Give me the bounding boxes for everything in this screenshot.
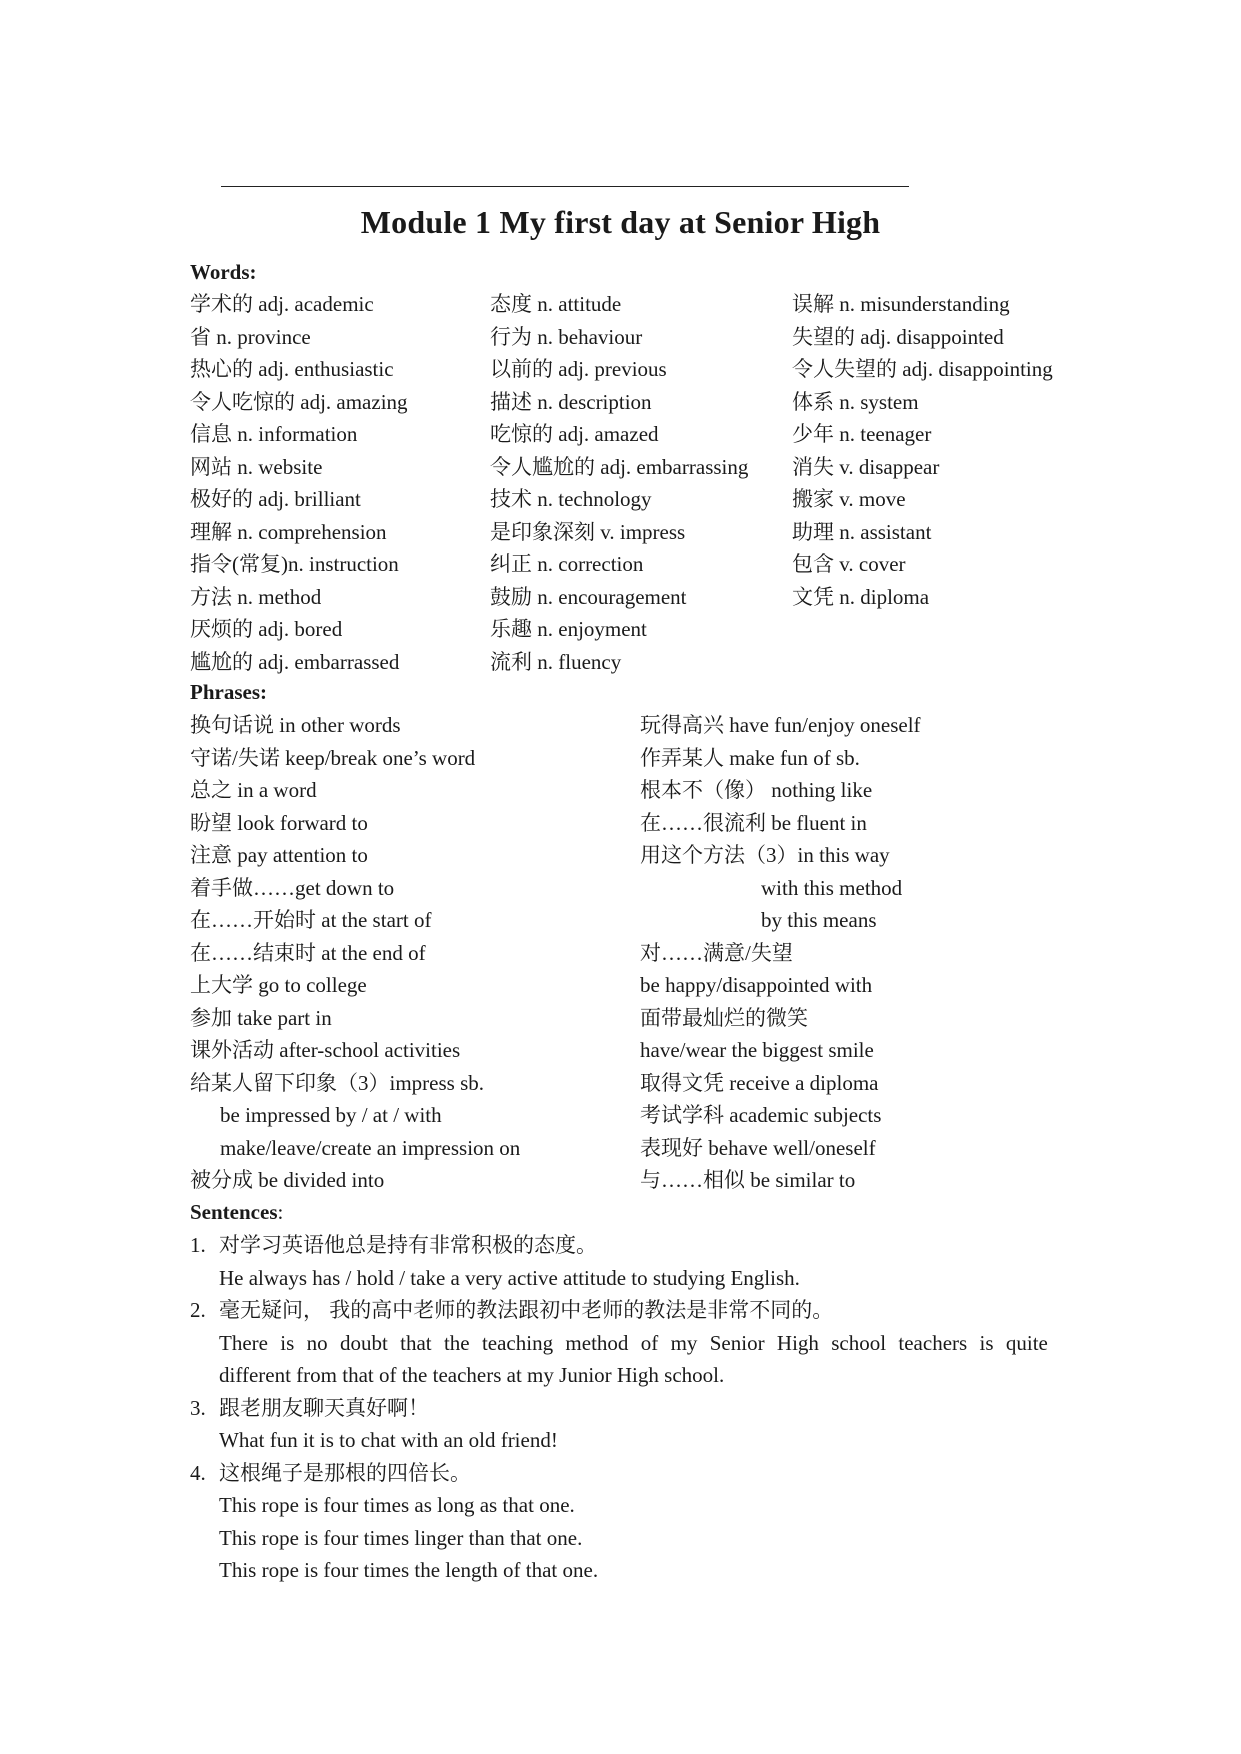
phrase-item: 玩得高兴 have fun/enjoy oneself <box>640 713 921 737</box>
word-item: 令人失望的 adj. disappointing <box>792 357 1053 381</box>
word: quite <box>1005 1330 1048 1355</box>
phrase-item: 取得文凭 receive a diploma <box>640 1070 879 1095</box>
word-item: 学术的 adj. academic <box>190 292 374 316</box>
word-item: 消失 v. disappear <box>792 454 940 479</box>
page-title: Module 1 My first day at Senior High <box>360 204 881 240</box>
sentence-english: This rope is four times as long as that one. <box>219 1493 575 1517</box>
phrase-item: 上大学 go to college <box>190 973 367 997</box>
word: method <box>565 1330 629 1355</box>
word-item: 失望的 adj. disappointed <box>792 324 1004 349</box>
phrase-item: 考试学科 academic subjects <box>640 1103 882 1127</box>
sentence-chinese: 毫无疑问， 我的高中老师的教法跟初中老师的教法是非常不同的。 <box>219 1298 834 1322</box>
word-item: 令人吃惊的 adj. amazing <box>190 389 408 414</box>
sentence-number: 3. <box>190 1395 206 1420</box>
word-item: 吃惊的 adj. amazed <box>490 422 659 446</box>
word-item: 误解 n. misunderstanding <box>792 292 1010 316</box>
word-item: 搬家 v. move <box>792 487 906 511</box>
phrase-item: 对……满意/失望 <box>640 940 793 965</box>
word: of <box>640 1330 659 1355</box>
phrase-item: 给某人留下印象（3）impress sb. <box>190 1070 484 1095</box>
phrase-item: with this method <box>761 875 903 900</box>
phrase-item: 根本不（像） nothing like <box>640 778 873 802</box>
phrase-item: 守诺/失诺 keep/break one’s word <box>190 745 476 770</box>
sentence-number: 2. <box>190 1298 206 1322</box>
phrase-item: 作弄某人 make fun of sb. <box>640 745 860 770</box>
sentence-number: 4. <box>190 1460 206 1485</box>
word-item: 助理 n. assistant <box>792 519 932 544</box>
word-item: 文凭 n. diploma <box>792 584 930 609</box>
sentence-english: What fun it is to chat with an old friend! <box>219 1428 558 1452</box>
sentences-heading: Sentences: <box>190 1200 284 1224</box>
sentence-chinese: 对学习英语他总是持有非常积极的态度。 <box>219 1233 597 1257</box>
phrase-item: 用这个方法（3）in this way <box>640 843 890 867</box>
word-item: 纠正 n. correction <box>490 552 644 576</box>
word-item: 网站 n. website <box>190 454 323 479</box>
phrase-item: have/wear the biggest smile <box>640 1038 874 1062</box>
heading-colon: : <box>277 1200 284 1224</box>
sentence-chinese: 这根绳子是那根的四倍长。 <box>219 1460 471 1485</box>
word-item: 是印象深刻 v. impress <box>490 519 686 544</box>
word: no <box>306 1330 328 1355</box>
word: is <box>280 1330 295 1355</box>
phrase-item: 被分成 be divided into <box>190 1168 385 1192</box>
word-item: 体系 n. system <box>792 389 919 414</box>
word-item: 少年 n. teenager <box>792 422 932 446</box>
phrase-item: make/leave/create an impression on <box>220 1135 521 1160</box>
word-item: 厌烦的 adj. bored <box>190 617 343 641</box>
phrase-item: 在……结束时 at the end of <box>190 940 426 965</box>
word-item: 省 n. province <box>190 324 311 349</box>
words-heading: Words: <box>190 260 257 284</box>
sentence-english: This rope is four times linger than that one. <box>219 1525 583 1550</box>
word: school <box>831 1330 887 1355</box>
phrase-item: 注意 pay attention to <box>190 843 368 867</box>
word-item: 热心的 adj. enthusiastic <box>190 357 394 381</box>
word: doubt <box>339 1330 388 1355</box>
top-rule <box>221 186 909 187</box>
word-item: 尴尬的 adj. embarrassed <box>190 649 400 674</box>
sentence-english: He always has / hold / take a very active attitude to studying English. <box>219 1265 800 1290</box>
word-item: 指令(常复)n. instruction <box>190 552 399 576</box>
phrase-item: by this means <box>761 908 877 932</box>
word-item: 行为 n. behaviour <box>490 324 643 349</box>
phrase-item: 面带最灿烂的微笑 <box>640 1005 808 1030</box>
word-item: 理解 n. comprehension <box>190 519 387 544</box>
word: my <box>670 1330 698 1355</box>
phrase-item: 在……很流利 be fluent in <box>640 810 867 835</box>
word: Senior <box>709 1330 765 1355</box>
word-item: 技术 n. technology <box>490 487 652 511</box>
phrase-item: 着手做……get down to <box>190 875 395 900</box>
phrases-heading: Phrases: <box>190 680 267 704</box>
sentence-english-justified <box>219 1327 1048 1359</box>
phrase-item: 表现好 behave well/oneself <box>640 1135 876 1160</box>
word: High <box>776 1330 819 1355</box>
word-item: 信息 n. information <box>190 422 358 446</box>
word: is <box>979 1330 994 1355</box>
phrase-item: 盼望 look forward to <box>190 810 368 835</box>
phrase-item: 在……开始时 at the start of <box>190 908 432 932</box>
sentence-english: different from that of the teachers at my Junior High school. <box>219 1363 725 1387</box>
phrase-item: be happy/disappointed with <box>640 973 873 997</box>
word-item: 鼓励 n. encouragement <box>490 584 687 609</box>
phrase-item: 总之 in a word <box>190 778 317 802</box>
phrase-item: be impressed by / at / with <box>220 1103 442 1127</box>
word-item: 令人尴尬的 adj. embarrassing <box>490 454 749 479</box>
word: the <box>443 1330 470 1355</box>
word-item: 包含 v. cover <box>792 552 906 576</box>
phrase-item: 参加 take part in <box>190 1005 332 1030</box>
word-item: 乐趣 n. enjoyment <box>490 617 647 641</box>
word: There <box>219 1330 268 1355</box>
word: that <box>400 1330 432 1355</box>
word-item: 流利 n. fluency <box>490 649 622 674</box>
phrase-item: 换句话说 in other words <box>190 713 401 737</box>
word-item: 极好的 adj. brilliant <box>190 487 361 511</box>
sentence-english: This rope is four times the length of that one. <box>219 1558 599 1582</box>
word: teachers <box>898 1330 968 1355</box>
word-item: 描述 n. description <box>490 389 652 414</box>
word-item: 态度 n. attitude <box>490 292 622 316</box>
word-item: 方法 n. method <box>190 584 322 609</box>
sentence-chinese: 跟老朋友聊天真好啊！ <box>219 1395 429 1420</box>
word-item: 以前的 adj. previous <box>490 357 667 381</box>
phrase-item: 课外活动 after-school activities <box>190 1038 461 1062</box>
word: teaching <box>481 1330 554 1355</box>
phrase-item: 与……相似 be similar to <box>640 1168 856 1192</box>
sentence-number: 1. <box>190 1233 206 1257</box>
